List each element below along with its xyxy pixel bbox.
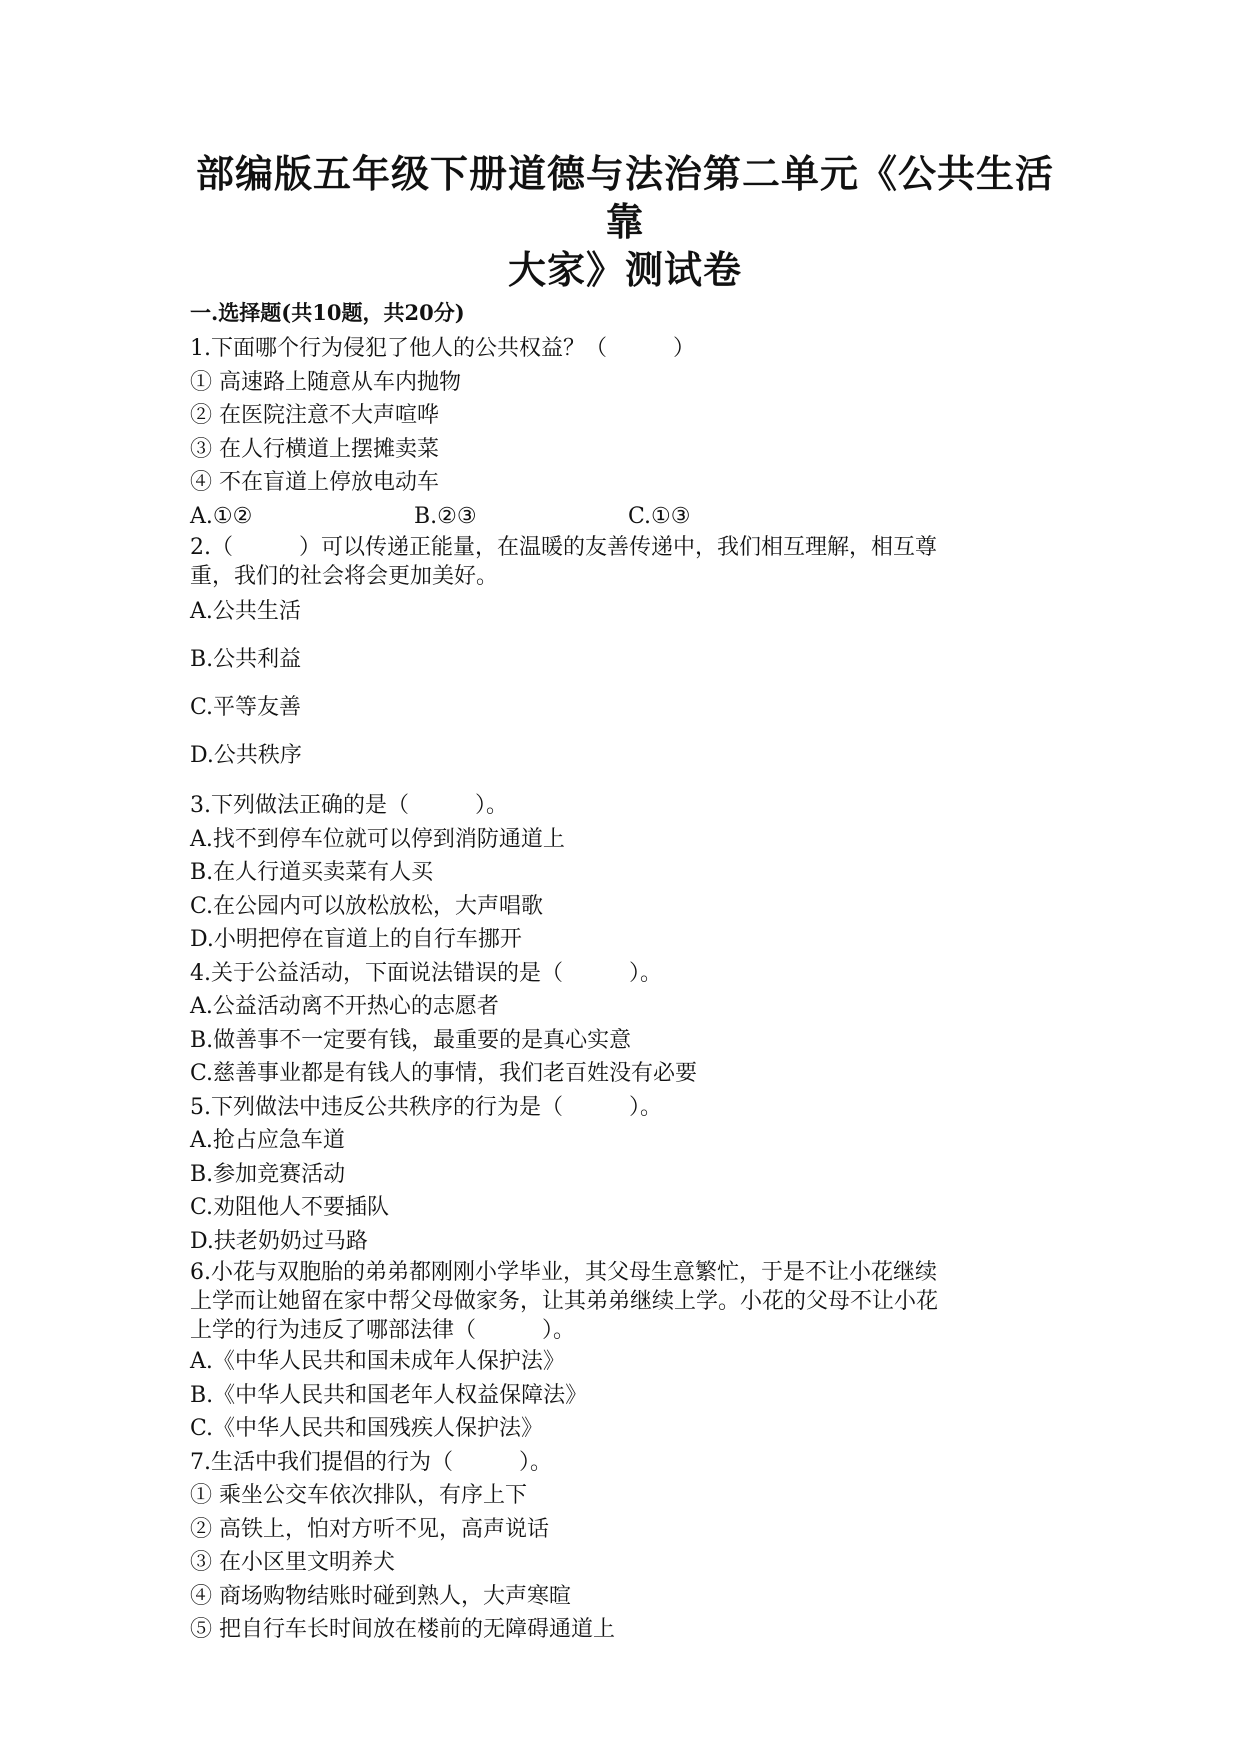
title-line-2: 大家》测试卷 — [507, 247, 742, 292]
question-7 — [190, 1446, 1060, 1647]
answer-option: D.公共秩序 — [190, 743, 302, 768]
answer-option: C.慈善事业都是有钱人的事情，我们老百姓没有必要 — [190, 1061, 698, 1086]
answer-option: B.公共利益 — [190, 647, 302, 672]
question-item: ③ 在小区里文明养犬 — [190, 1550, 395, 1575]
question-stem: 3.下列做法正确的是（ ）。 — [190, 793, 508, 818]
answer-option: B.在人行道买卖菜有人买 — [190, 860, 434, 885]
answer-option: A.抢占应急车道 — [190, 1128, 345, 1153]
question-3 — [190, 789, 1060, 957]
question-stem: 7.生活中我们提倡的行为（ ）。 — [190, 1449, 552, 1475]
title-line-1: 部编版五年级下册道德与法治第二单元《公共生活靠 — [195, 151, 1054, 244]
answer-option: C.①③ — [628, 503, 691, 529]
answer-option: B.做善事不一定要有钱，最重要的是真心实意 — [190, 1027, 632, 1053]
question-stem-line: 重，我们的社会将会更加美好。 — [190, 564, 499, 589]
question-item: ① 乘坐公交车依次排队，有序上下 — [190, 1483, 527, 1508]
answer-option: C.《中华人民共和国残疾人保护法》 — [190, 1416, 544, 1441]
question-item: ⑤ 把自行车长时间放在楼前的无障碍通道上 — [190, 1617, 615, 1642]
answer-option: A.找不到停车位就可以停到消防通道上 — [190, 826, 565, 852]
answer-option: C.在公园内可以放松放松，大声唱歌 — [190, 893, 544, 919]
question-item: ② 高铁上，怕对方听不见，高声说话 — [190, 1516, 549, 1542]
question-item: ④ 商场购物结账时碰到熟人，大声寒暄 — [190, 1583, 571, 1609]
answer-option: A.①② — [190, 503, 253, 529]
question-5 — [190, 1091, 1060, 1259]
answer-option: D.扶老奶奶过马路 — [190, 1228, 368, 1254]
answer-option: D.小明把停在盲道上的自行车挪开 — [190, 927, 522, 952]
question-stem: 4.关于公益活动，下面说法错误的是（ ）。 — [190, 960, 662, 986]
exam-title — [190, 150, 1060, 294]
question-stem: 5.下列做法中违反公共秩序的行为是（ ）。 — [190, 1094, 662, 1120]
answer-option: C.平等友善 — [190, 695, 302, 720]
question-item: ④ 不在盲道上停放电动车 — [190, 470, 439, 495]
question-stem: 1.下面哪个行为侵犯了他人的公共权益？（ ） — [190, 336, 695, 361]
question-stem-line: 6.小花与双胞胎的弟弟都刚刚小学毕业，其父母生意繁忙，于是不让小花继续 — [190, 1260, 937, 1285]
question-stem-line: 上学而让她留在家中帮父母做家务，让其弟弟继续上学。小花的父母不让小花 — [190, 1289, 939, 1314]
answer-option: A.《中华人民共和国未成年人保护法》 — [190, 1349, 565, 1374]
question-2 — [190, 533, 1060, 771]
question-1 — [190, 332, 1060, 533]
answer-option: C.劝阻他人不要插队 — [190, 1195, 390, 1220]
exam-page — [190, 150, 1060, 1647]
question-stem-line: 上学的行为违反了哪部法律（ ）。 — [190, 1318, 576, 1343]
section-heading: 一.选择题(共10题，共20分) — [190, 300, 465, 325]
question-4 — [190, 957, 1060, 1091]
question-stem-line: 2.（ ）可以传递正能量，在温暖的友善传递中，我们相互理解，相互尊 — [190, 535, 937, 560]
question-item: ② 在医院注意不大声喧哗 — [190, 403, 439, 428]
question-item: ③ 在人行横道上摆摊卖菜 — [190, 436, 439, 462]
answer-option: B.参加竞赛活动 — [190, 1161, 346, 1187]
answer-option: A.公共生活 — [190, 599, 301, 624]
answer-option: B.《中华人民共和国老年人权益保障法》 — [190, 1382, 588, 1408]
question-6 — [190, 1258, 1060, 1446]
answer-option: A.公益活动离不开热心的志愿者 — [190, 994, 499, 1019]
question-item: ① 高速路上随意从车内抛物 — [190, 369, 461, 395]
answer-option: B.②③ — [414, 503, 477, 529]
answer-options-row — [190, 500, 1060, 534]
